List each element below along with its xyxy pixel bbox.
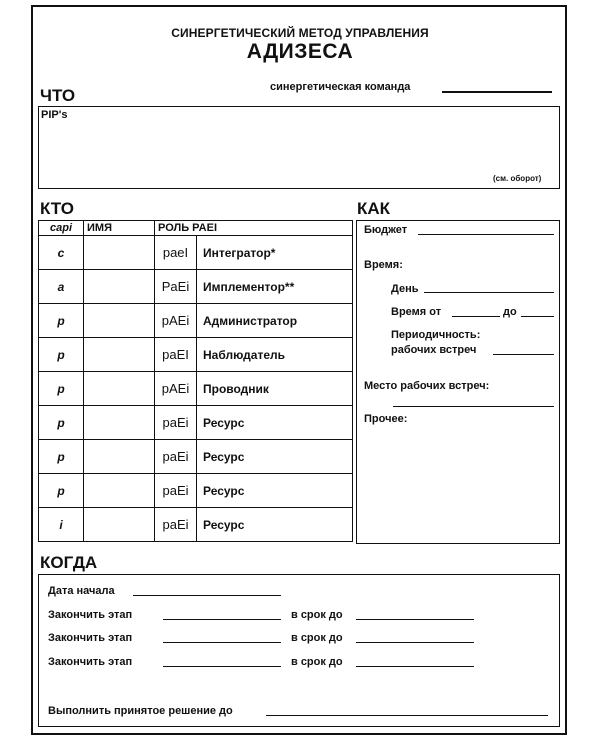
capi-code: p — [39, 474, 84, 508]
name-cell[interactable] — [84, 338, 155, 372]
table-row — [39, 474, 353, 508]
table-row — [39, 304, 353, 338]
start-date-field[interactable] — [133, 595, 281, 596]
role-code: pAEi — [155, 372, 197, 406]
role-code: paEi — [155, 406, 197, 440]
execute-field[interactable] — [266, 715, 548, 716]
role-name: Ресурс — [197, 508, 353, 542]
time-from-field[interactable] — [452, 316, 500, 317]
role-name: Ресурс — [197, 440, 353, 474]
table-row — [39, 338, 353, 372]
role-name: Наблюдатель — [197, 338, 353, 372]
periodicity-field[interactable] — [493, 354, 554, 355]
role-code: paEi — [155, 440, 197, 474]
other-label: Прочее: — [364, 413, 408, 425]
day-label: День — [391, 283, 419, 295]
capi-code: p — [39, 406, 84, 440]
deadline-field[interactable] — [356, 642, 474, 643]
what-heading: ЧТО — [40, 86, 76, 105]
role-code: paEi — [155, 508, 197, 542]
day-field[interactable] — [424, 292, 554, 293]
stage-field[interactable] — [163, 666, 281, 667]
stage-field[interactable] — [163, 619, 281, 620]
periodicity-label: Периодичность: — [391, 329, 481, 341]
start-date-label: Дата начала — [48, 585, 115, 597]
who-heading: КТО — [40, 199, 74, 218]
when-heading: КОГДА — [40, 553, 98, 572]
execute-label: Выполнить принятое решение до — [48, 705, 233, 717]
budget-field[interactable] — [418, 234, 554, 235]
name-cell[interactable] — [84, 270, 155, 304]
deadline-label: в срок до — [291, 632, 343, 644]
column-header-role: РОЛЬ PAEI — [155, 221, 353, 236]
meeting-place-label: Место рабочих встреч: — [364, 380, 490, 392]
deadline-field[interactable] — [356, 666, 474, 667]
pips-box[interactable] — [38, 106, 560, 189]
roles-table — [38, 220, 353, 542]
table-row — [39, 406, 353, 440]
name-cell[interactable] — [84, 304, 155, 338]
deadline-field[interactable] — [356, 619, 474, 620]
stage-field[interactable] — [163, 642, 281, 643]
capi-code: c — [39, 236, 84, 270]
form-title: АДИЗЕСА — [246, 40, 354, 63]
how-heading: КАК — [357, 199, 391, 218]
column-header-capi: capi — [39, 221, 84, 236]
role-name: Интегратор* — [197, 236, 353, 270]
name-cell[interactable] — [84, 372, 155, 406]
stage-label: Закончить этап — [48, 632, 133, 644]
team-label: синергетическая команда — [270, 81, 411, 93]
deadline-label: в срок до — [291, 656, 343, 668]
role-name: Имплементор** — [197, 270, 353, 304]
capi-code: p — [39, 338, 84, 372]
name-cell[interactable] — [84, 406, 155, 440]
meeting-place-field[interactable] — [393, 406, 554, 407]
table-row — [39, 236, 353, 270]
name-cell[interactable] — [84, 236, 155, 270]
role-name: Администратор — [197, 304, 353, 338]
role-name: Ресурс — [197, 474, 353, 508]
pips-label: PIP's — [41, 109, 68, 121]
meetings-label: рабочих встреч — [391, 344, 477, 356]
role-name: Ресурс — [197, 406, 353, 440]
column-header-name: ИМЯ — [84, 221, 155, 236]
table-row — [39, 270, 353, 304]
name-cell[interactable] — [84, 474, 155, 508]
role-code: paEI — [155, 338, 197, 372]
team-field[interactable] — [442, 91, 552, 93]
stage-label: Закончить этап — [48, 656, 133, 668]
form-subtitle: СИНЕРГЕТИЧЕСКИЙ МЕТОД УПРАВЛЕНИЯ — [171, 26, 429, 40]
role-code: PaEi — [155, 270, 197, 304]
deadline-label: в срок до — [291, 609, 343, 621]
table-row — [39, 508, 353, 542]
role-name: Проводник — [197, 372, 353, 406]
see-back-note: (см. оборот) — [493, 174, 542, 183]
role-code: paEi — [155, 474, 197, 508]
budget-label: Бюджет — [364, 224, 408, 236]
name-cell[interactable] — [84, 440, 155, 474]
table-row — [39, 372, 353, 406]
time-label: Время: — [364, 259, 403, 271]
name-cell[interactable] — [84, 508, 155, 542]
time-to-field[interactable] — [521, 316, 554, 317]
role-code: paeI — [155, 236, 197, 270]
table-row — [39, 440, 353, 474]
stage-label: Закончить этап — [48, 609, 133, 621]
capi-code: p — [39, 440, 84, 474]
time-from-label: Время от — [391, 306, 442, 318]
role-code: pAEi — [155, 304, 197, 338]
capi-code: i — [39, 508, 84, 542]
table-header-row — [39, 221, 353, 236]
capi-code: p — [39, 372, 84, 406]
capi-code: p — [39, 304, 84, 338]
time-to-label: до — [503, 306, 517, 318]
capi-code: a — [39, 270, 84, 304]
